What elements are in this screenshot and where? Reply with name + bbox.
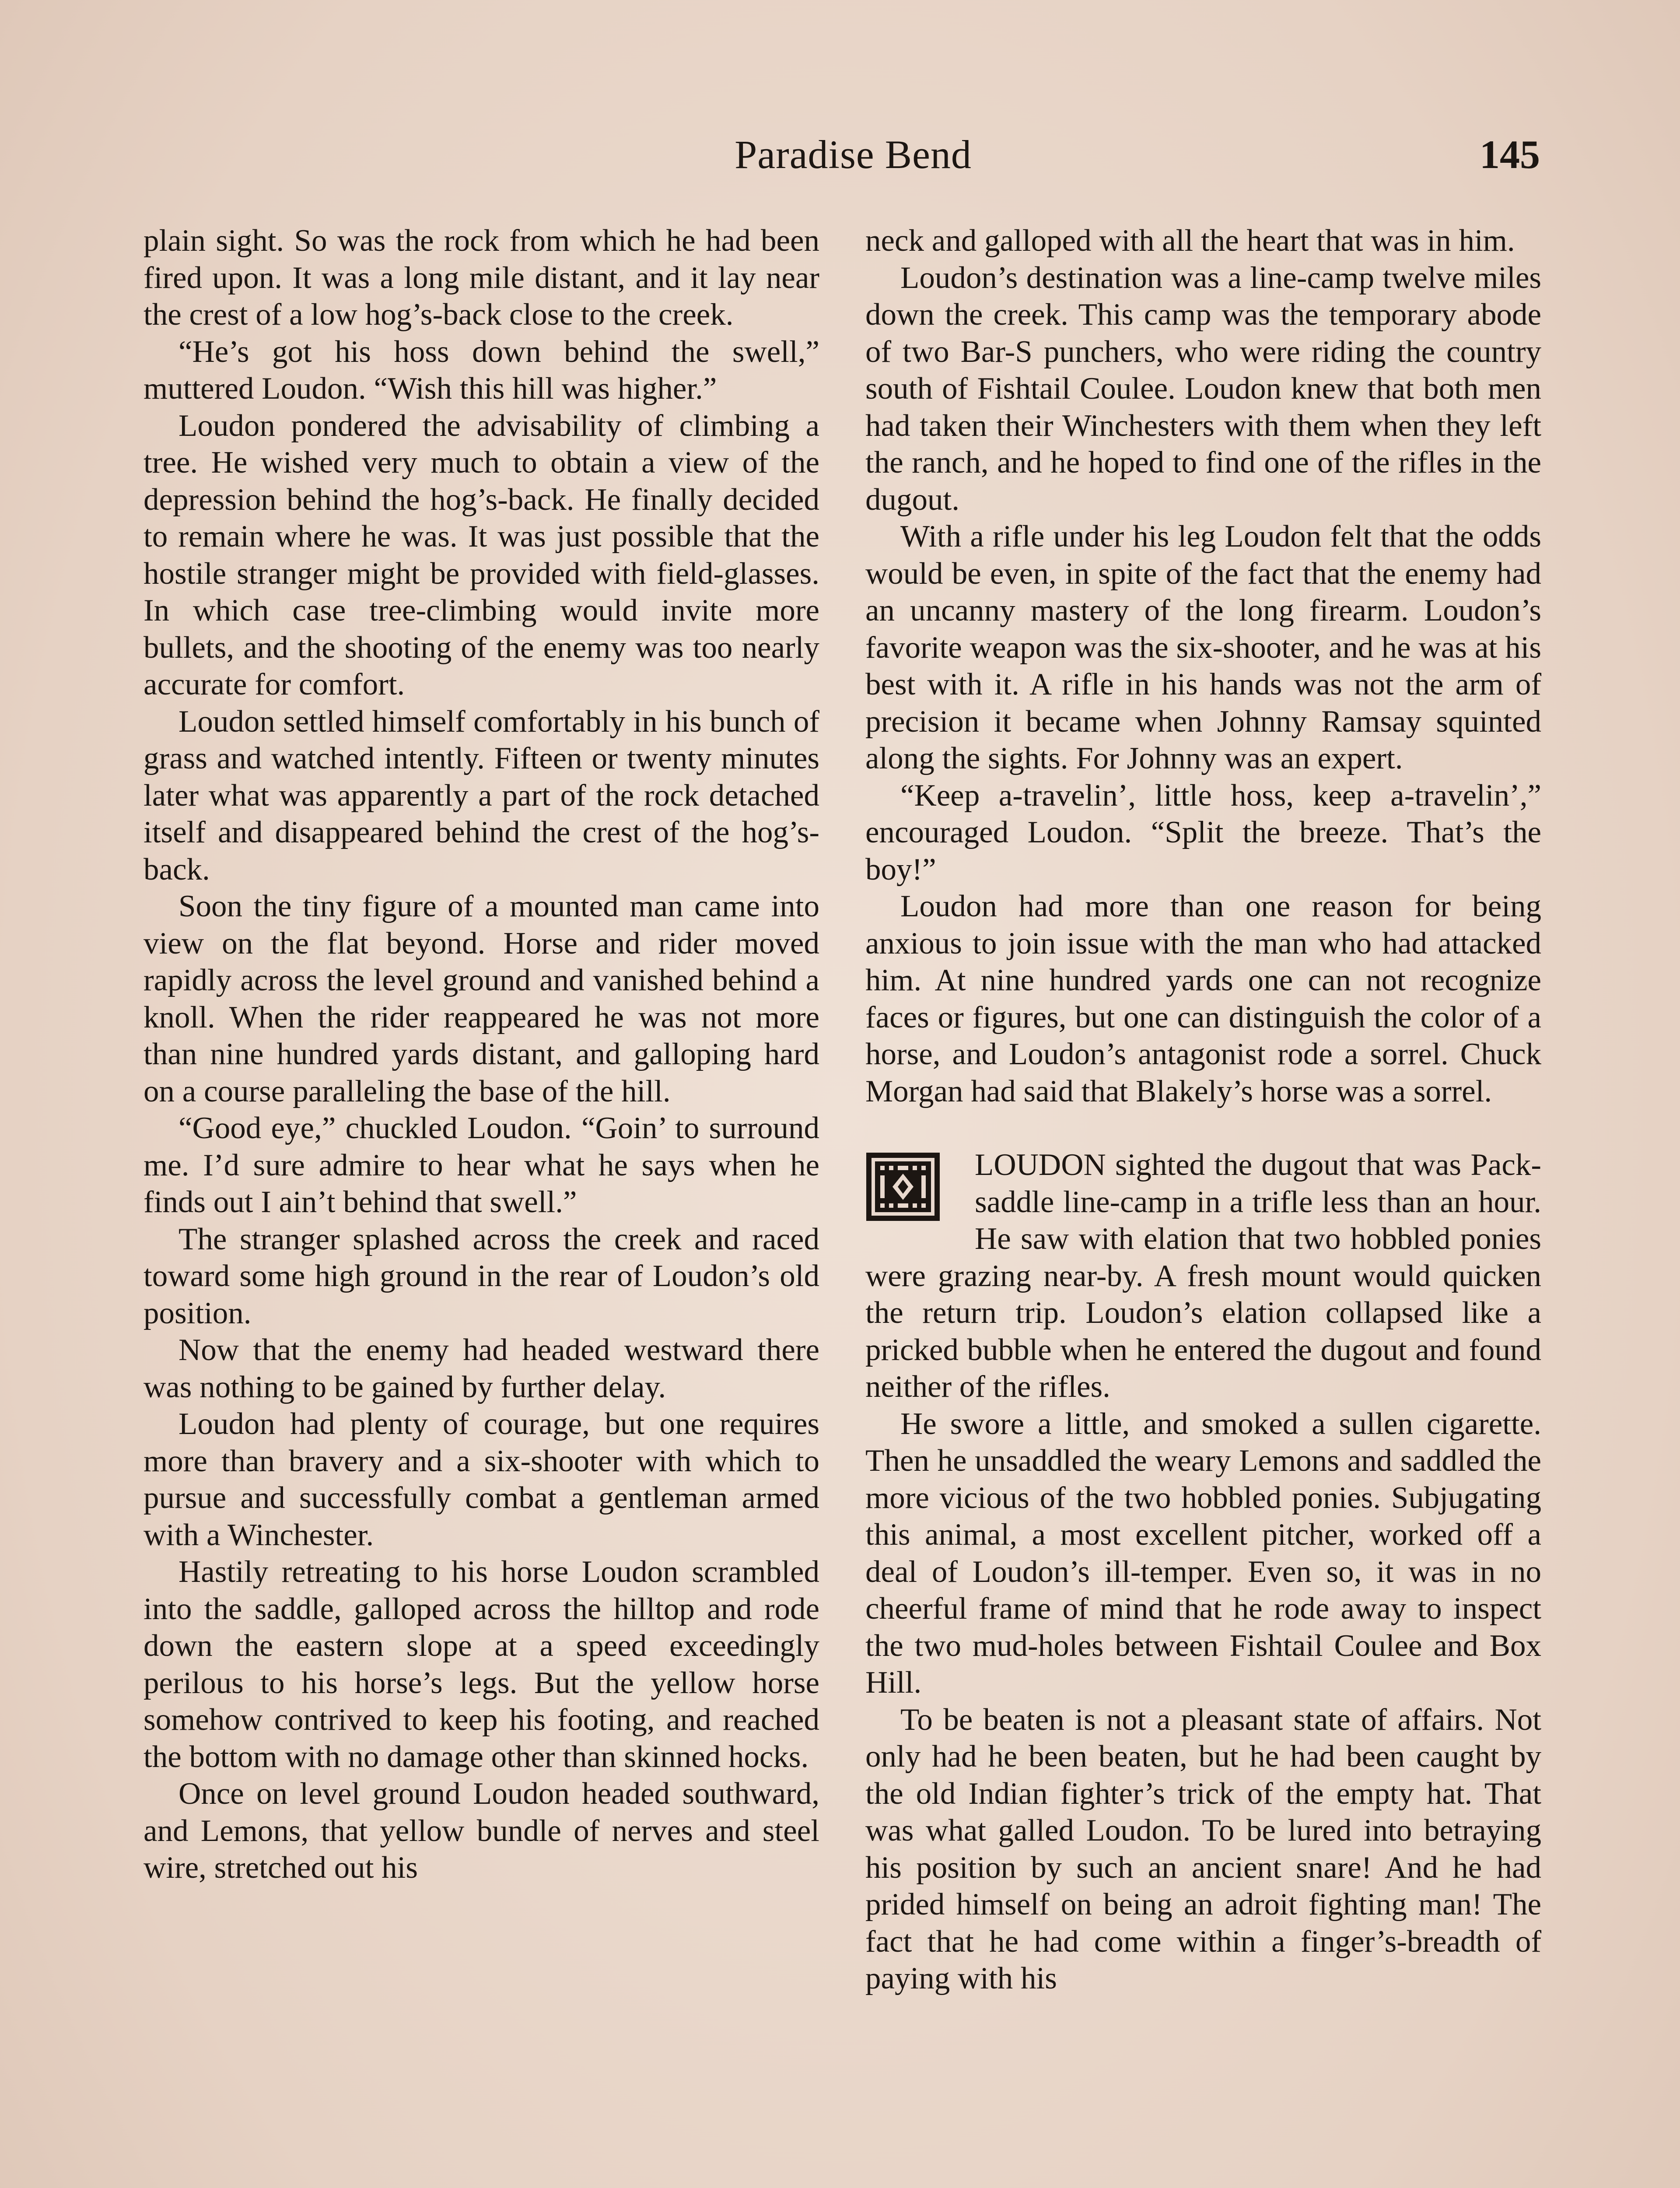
paragraph: Soon the tiny figure of a mounted man came into view on the flat beyond. Horse and rider moved rapidly across the level ground and vanished behind a knoll. When the rider reappeared he was not more than nine hundred yards distant, and galloping hard on a course paralleling the base of the hill. bbox=[144, 889, 819, 1108]
paragraph: Now that the enemy had headed westward there was nothing to be gained by further delay. bbox=[144, 1333, 819, 1404]
right-column bbox=[865, 222, 1541, 1997]
paragraph: To be beaten is not a pleasant state of affairs. Not only had he been beaten, but he had been caught by the old Indian fighter’s trick of the empty hat. That was what galled Loudon. To be lured into betraying his position by such an ancient snare! And he had prided himself on being an adroit fighting man! The fact that he had come within a finger’s-breadth of paying with his bbox=[865, 1702, 1541, 1995]
running-head: Paradise Bend bbox=[735, 132, 972, 177]
decorative-drop-ornament-icon bbox=[865, 1152, 941, 1222]
page-number: 145 bbox=[1480, 132, 1540, 177]
paragraph: Hastily retreating to his horse Loudon scrambled into the saddle, galloped across the hilltop and rode down the eastern slope at a speed exceedingly perilous to his horse’s legs. But the yellow horse somehow contrived to keep his footing, and reached the bottom with no damage other than skinned hocks. bbox=[144, 1555, 819, 1774]
section-start-paragraph bbox=[865, 1147, 1541, 1406]
paragraph: The stranger splashed across the creek and raced toward some high ground in the rear of Loudon’s old position. bbox=[144, 1222, 819, 1330]
paragraph: Once on level ground Loudon headed southward, and Lemons, that yellow bundle of nerves and steel wire, stretched out his bbox=[144, 1777, 819, 1885]
paragraph: Loudon had more than one reason for being anxious to join issue with the man who had attacked him. At nine hundred yards one can not recognize faces or figures, but one can distinguish the color of a horse, and Loudon’s antagonist rode a sorrel. Chuck Morgan had said that Blakely’s horse was a sorrel. bbox=[865, 889, 1541, 1108]
paragraph: He swore a little, and smoked a sullen cigarette. Then he unsaddled the weary Lemons and saddled the more vicious of the two hobbled ponies. Subjugating this animal, a most excellent pitcher, worked off a deal of Loudon’s ill-temper. Even so, it was in no cheerful frame of mind that he rode away to inspect the two mud-holes between Fishtail Coulee and Box Hill. bbox=[865, 1406, 1541, 1700]
paragraph: neck and galloped with all the heart that was in him. bbox=[865, 224, 1515, 258]
section-text: LOUDON sighted the dugout that was Pack-saddle line-camp in a trifle less than an hour. He saw with elation that two hobbled ponies were grazing near-by. A fresh mount would quicken the return trip. Loudon’s elation collapsed like a pricked bubble when he entered the dugout and found neither of the rifles. bbox=[865, 1148, 1541, 1404]
paragraph: “He’s got his hoss down behind the swell,” muttered Loudon. “Wish this hill was higher.” bbox=[144, 334, 819, 406]
paragraph: “Keep a-travelin’, little hoss, keep a-travelin’,” encouraged Loudon. “Split the breeze. That’s the boy!” bbox=[865, 778, 1541, 887]
paragraph: plain sight. So was the rock from which he had been fired upon. It was a long mile distant, and it lay near the crest of a low hog’s-back close to the creek. bbox=[144, 224, 819, 332]
paragraph: Loudon had plenty of courage, but one requires more than bravery and a six-shooter with which to pursue and successfully combat a gentleman armed with a Winchester. bbox=[144, 1407, 819, 1552]
left-column bbox=[144, 222, 819, 1886]
paragraph: With a rifle under his leg Loudon felt that the odds would be even, in spite of the fact that the enemy had an uncanny mastery of the long firearm. Loudon’s favorite weapon was the six-shooter, and he was at his best with it. A rifle in his hands was not the arm of precision it became when Johnny Ramsay squinted along the sights. For Johnny was an expert. bbox=[865, 519, 1541, 775]
paragraph: Loudon settled himself comfortably in his bunch of grass and watched intently. Fifteen or twenty minutes later what was apparently a part of the rock detached itself and disappeared behind the crest of the hog’s-back. bbox=[144, 704, 819, 887]
paragraph: Loudon pondered the advisability of climbing a tree. He wished very much to obtain a view of the depression behind the hog’s-back. He finally decided to remain where he was. It was just possible that the hostile stranger might be provided with field-glasses. In which case tree-climbing would invite more bullets, and the shooting of the enemy was too nearly accurate for comfort. bbox=[144, 408, 819, 701]
paragraph: Loudon’s destination was a line-camp twelve miles down the creek. This camp was the temporary abode of two Bar-S punchers, who were riding the country south of Fishtail Coulee. Loudon knew that both men had taken their Winchesters with them when they left the ranch, and he hoped to find one of the rifles in the dugout. bbox=[865, 260, 1541, 517]
paragraph: “Good eye,” chuckled Loudon. “Goin’ to surround me. I’d sure admire to hear what he says when he finds out I ain’t behind that swell.” bbox=[144, 1111, 819, 1219]
